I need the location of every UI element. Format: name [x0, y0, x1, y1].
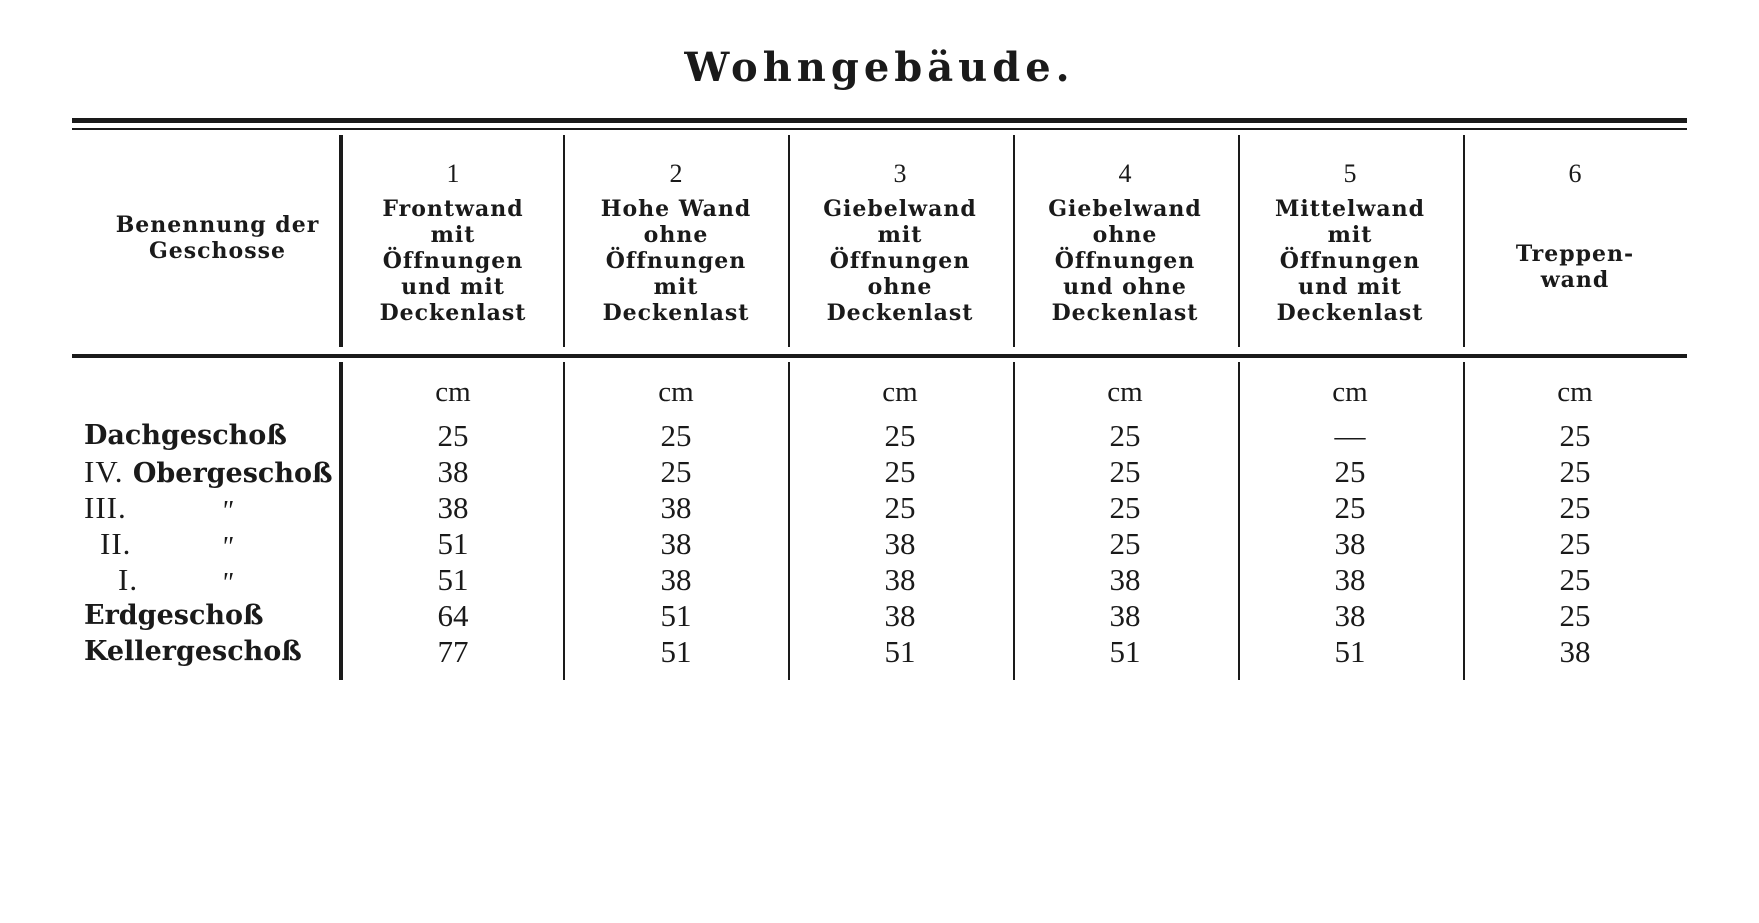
column-header-line: Deckenlast — [1051, 300, 1199, 326]
row-label-text: Obergeschoß — [132, 458, 333, 489]
table-cell: 51 — [884, 634, 916, 669]
column-header-line: Giebelwand — [1048, 196, 1202, 222]
table-cell: 64 — [437, 598, 469, 633]
table-cell: 25 — [884, 490, 916, 525]
table-cell: — — [1334, 418, 1366, 453]
header-rule — [72, 354, 1687, 358]
column-header — [790, 196, 1010, 326]
table-cell: 25 — [1109, 418, 1141, 453]
ditto-mark: " — [221, 496, 233, 527]
table-cell: 38 — [437, 490, 469, 525]
column-header-line: Deckenlast — [379, 300, 527, 326]
stub-header-line: Geschosse — [148, 238, 286, 264]
table-cell: 25 — [660, 418, 692, 453]
unit-label: cm — [658, 376, 694, 408]
table-cell: 25 — [437, 418, 469, 453]
top-rule-thick — [72, 118, 1687, 123]
column-header-line: ohne — [1092, 222, 1158, 248]
column-header-line: wand — [1540, 267, 1610, 293]
column-header-line: und ohne — [1063, 274, 1187, 300]
row-label — [100, 526, 131, 562]
table-cell: 25 — [1559, 490, 1591, 525]
table-cell: 25 — [1559, 526, 1591, 561]
table-cell: 38 — [884, 526, 916, 561]
column-header-line: Deckenlast — [602, 300, 750, 326]
column-header — [566, 196, 786, 326]
row-label-roman: III. — [84, 490, 127, 525]
column-header-line: ohne — [643, 222, 709, 248]
column-divider — [563, 135, 565, 347]
unit-label: cm — [435, 376, 471, 408]
ditto-mark: " — [221, 532, 233, 563]
column-header-line: Treppen- — [1515, 241, 1635, 267]
table-cell: 25 — [660, 454, 692, 489]
column-header-line: Hohe Wand — [600, 196, 752, 222]
column-header — [1015, 196, 1235, 326]
table-cell: 38 — [437, 454, 469, 489]
row-label — [84, 634, 302, 670]
column-number: 6 — [1568, 159, 1582, 188]
column-header-line: Deckenlast — [1276, 300, 1424, 326]
column-number: 1 — [446, 159, 460, 188]
column-number: 5 — [1343, 159, 1357, 188]
table-cell: 38 — [1559, 634, 1591, 669]
table-cell: 38 — [1334, 526, 1366, 561]
ditto-mark: " — [221, 568, 233, 599]
table-cell: 38 — [660, 562, 692, 597]
column-header-line: Öffnungen — [1279, 248, 1421, 274]
column-header-line: Frontwand — [382, 196, 524, 222]
table-cell: 51 — [1334, 634, 1366, 669]
row-label-text: Erdgeschoß — [84, 600, 264, 631]
column-header-line: mit — [430, 222, 476, 248]
table-cell: 25 — [884, 454, 916, 489]
column-header — [343, 196, 563, 326]
column-header — [1240, 196, 1460, 326]
unit-label: cm — [882, 376, 918, 408]
column-divider — [563, 362, 565, 680]
table-cell: 38 — [1334, 562, 1366, 597]
table-cell: 25 — [1559, 562, 1591, 597]
unit-label: cm — [1557, 376, 1593, 408]
table-cell: 38 — [660, 526, 692, 561]
row-label — [84, 454, 333, 490]
table-cell: 38 — [660, 490, 692, 525]
row-label-text: Dachgeschoß — [84, 420, 287, 451]
table-cell: 51 — [437, 562, 469, 597]
column-number: 3 — [893, 159, 907, 188]
table-cell: 25 — [1109, 454, 1141, 489]
row-label-roman: IV. — [84, 454, 124, 489]
column-header-line: Öffnungen — [382, 248, 524, 274]
table-cell: 51 — [437, 526, 469, 561]
table-cell: 25 — [1559, 454, 1591, 489]
table-cell: 77 — [437, 634, 469, 669]
table-title: Wohngebäude. — [684, 44, 1075, 91]
unit-label: cm — [1332, 376, 1368, 408]
table-cell: 38 — [884, 598, 916, 633]
table-cell: 25 — [1559, 418, 1591, 453]
row-label — [118, 562, 138, 598]
column-header-line: Mittelwand — [1275, 196, 1425, 222]
column-header-line: mit — [877, 222, 923, 248]
table-cell: 38 — [1334, 598, 1366, 633]
row-label-roman: II. — [100, 526, 132, 561]
row-label — [84, 418, 287, 454]
table-cell: 25 — [1334, 454, 1366, 489]
column-header-line: Deckenlast — [826, 300, 974, 326]
table-cell: 25 — [1334, 490, 1366, 525]
column-header-line: ohne — [867, 274, 933, 300]
table-cell: 25 — [884, 418, 916, 453]
unit-label: cm — [1107, 376, 1143, 408]
table-cell: 25 — [1559, 598, 1591, 633]
row-label — [84, 490, 127, 526]
column-header-line: Öffnungen — [605, 248, 747, 274]
table-cell: 51 — [1109, 634, 1141, 669]
row-label-text: Kellergeschoß — [84, 636, 302, 667]
column-header-line: und mit — [401, 274, 505, 300]
column-header-line: und mit — [1298, 274, 1402, 300]
top-rule-thin — [72, 128, 1687, 130]
table-cell: 25 — [1109, 490, 1141, 525]
column-number: 2 — [669, 159, 683, 188]
column-header-line: Öffnungen — [1054, 248, 1196, 274]
stub-header-line: Benennung der — [115, 212, 320, 238]
column-header-line: mit — [653, 274, 699, 300]
stub-header — [85, 212, 350, 264]
table-cell: 51 — [660, 598, 692, 633]
row-label — [84, 598, 264, 634]
column-header-line: Öffnungen — [829, 248, 971, 274]
table-cell: 38 — [1109, 598, 1141, 633]
table-cell: 38 — [1109, 562, 1141, 597]
column-header-line: Giebelwand — [823, 196, 977, 222]
table-cell: 51 — [660, 634, 692, 669]
table-cell: 25 — [1109, 526, 1141, 561]
table-cell: 38 — [884, 562, 916, 597]
column-number: 4 — [1118, 159, 1132, 188]
row-label-roman: I. — [118, 562, 139, 597]
column-header — [1465, 241, 1685, 293]
column-header-line: mit — [1327, 222, 1373, 248]
